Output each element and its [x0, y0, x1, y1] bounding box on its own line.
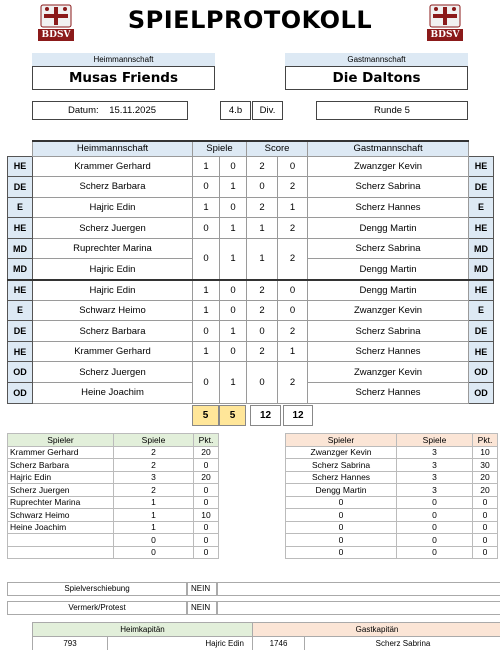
player-points: 0	[194, 534, 219, 547]
match-type-badge: HE	[469, 218, 494, 239]
guest-score[interactable]: 2	[278, 218, 308, 239]
match-type-badge: OD	[469, 362, 494, 383]
match-type-badge: HE	[469, 341, 494, 362]
guest-captain-name[interactable]: Scherz Sabrina	[305, 637, 500, 650]
player-name: Krammer Gerhard	[8, 446, 114, 459]
match-row	[8, 156, 494, 177]
guest-player[interactable]: Zwanzger Kevin	[308, 300, 469, 321]
stats-row	[286, 471, 498, 484]
player-games: 1	[114, 509, 194, 522]
guest-games[interactable]: 0	[220, 341, 247, 362]
home-score[interactable]: 2	[247, 341, 278, 362]
match-row	[8, 280, 494, 301]
guest-games[interactable]: 1	[220, 238, 247, 279]
division-field[interactable]: 4.b	[220, 101, 251, 120]
page-title: SPIELPROTOKOLL	[127, 6, 373, 34]
protest-note[interactable]	[217, 601, 500, 615]
match-type-badge: DE	[469, 177, 494, 198]
player-games: 3	[397, 484, 473, 497]
home-player[interactable]: Hajric Edin	[33, 197, 193, 218]
player-games: 1	[114, 521, 194, 534]
guest-games[interactable]: 1	[220, 218, 247, 239]
player-games: 0	[114, 546, 194, 559]
stats-row	[286, 459, 498, 472]
home-games[interactable]: 1	[193, 156, 220, 177]
player-games: 3	[114, 471, 194, 484]
player-points: 0	[473, 534, 498, 547]
home-player[interactable]: Schwarz Heimo	[33, 300, 193, 321]
player-games: 0	[397, 521, 473, 534]
player-points: 0	[473, 509, 498, 522]
home-captain-id[interactable]: 793	[33, 637, 108, 650]
guest-games[interactable]: 1	[220, 362, 247, 403]
guest-player[interactable]: Scherz Sabrina	[308, 238, 469, 259]
match-row	[8, 300, 494, 321]
player-games: 0	[397, 509, 473, 522]
stats-row	[8, 446, 219, 459]
match-table-header	[8, 141, 494, 156]
player-name: 0	[286, 546, 397, 559]
player-name: Scherz Barbara	[8, 459, 114, 472]
guest-score[interactable]: 0	[278, 156, 308, 177]
home-games[interactable]: 1	[193, 341, 220, 362]
guest-player[interactable]: Scherz Sabrina	[308, 177, 469, 198]
guest-player[interactable]: Scherz Sabrina	[308, 321, 469, 342]
home-games[interactable]: 0	[193, 321, 220, 342]
col-home-team: Heimmannschaft	[33, 141, 193, 156]
player-points: 0	[194, 521, 219, 534]
player-games: 0	[397, 546, 473, 559]
stats-row	[286, 496, 498, 509]
match-row	[8, 177, 494, 198]
stats-row	[286, 546, 498, 559]
match-type-badge: HE	[469, 280, 494, 301]
guest-player-stats	[285, 433, 498, 559]
col-games: Spiele	[397, 434, 473, 447]
guest-games[interactable]: 0	[220, 197, 247, 218]
player-name: Scherz Sabrina	[286, 459, 397, 472]
player-games: 1	[114, 496, 194, 509]
home-player[interactable]: Krammer Gerhard	[33, 156, 193, 177]
player-name: Scherz Hannes	[286, 471, 397, 484]
home-games[interactable]: 1	[193, 280, 220, 301]
stats-row	[286, 484, 498, 497]
match-type-badge: MD	[469, 238, 494, 259]
stats-row	[8, 521, 219, 534]
guest-team-name[interactable]: Die Daltons	[285, 66, 468, 90]
home-score[interactable]: 2	[247, 280, 278, 301]
stats-row	[286, 446, 498, 459]
match-type-badge: HE	[8, 280, 33, 301]
date-field[interactable]	[32, 101, 188, 120]
home-score[interactable]: 2	[247, 197, 278, 218]
home-player[interactable]: Krammer Gerhard	[33, 341, 193, 362]
guest-games[interactable]: 1	[220, 321, 247, 342]
home-score[interactable]: 1	[247, 238, 278, 279]
round-field[interactable]: Runde 5	[316, 101, 468, 120]
stats-row	[8, 496, 219, 509]
home-player-stats	[7, 433, 219, 559]
guest-player[interactable]: Scherz Hannes	[308, 197, 469, 218]
logo-text: BDSV	[430, 30, 460, 40]
division-label: Div.	[252, 101, 283, 120]
player-games: 3	[397, 471, 473, 484]
postponement-label: Spielverschiebung	[7, 582, 187, 596]
match-type-badge: HE	[8, 218, 33, 239]
guest-player[interactable]: Dengg Martin	[308, 280, 469, 301]
match-row	[8, 341, 494, 362]
player-points: 0	[473, 496, 498, 509]
col-player: Spieler	[286, 434, 397, 447]
player-points: 20	[194, 471, 219, 484]
player-games: 0	[397, 496, 473, 509]
stats-row	[286, 509, 498, 522]
col-games: Spiele	[114, 434, 194, 447]
home-player[interactable]: Scherz Juergen	[33, 218, 193, 239]
home-captain-name[interactable]: Hajric Edin	[108, 637, 253, 650]
guest-player[interactable]: Zwanzger Kevin	[308, 362, 469, 383]
date-value: 15.11.2025	[109, 105, 157, 116]
match-type-badge: OD	[469, 383, 494, 404]
player-points: 0	[194, 546, 219, 559]
col-games: Spiele	[193, 141, 247, 156]
guest-score[interactable]: 0	[278, 280, 308, 301]
match-type-badge: E	[8, 197, 33, 218]
match-type-badge: MD	[469, 259, 494, 280]
player-name: Heine Joachim	[8, 521, 114, 534]
player-name: Ruprechter Marina	[8, 496, 114, 509]
player-name: 0	[286, 521, 397, 534]
stats-row	[8, 471, 219, 484]
player-name: 0	[286, 509, 397, 522]
player-points: 20	[194, 446, 219, 459]
guest-score[interactable]: 2	[278, 321, 308, 342]
player-games: 0	[397, 534, 473, 547]
player-points: 20	[473, 471, 498, 484]
match-type-badge: DE	[8, 177, 33, 198]
player-name: Schwarz Heimo	[8, 509, 114, 522]
home-score[interactable]: 2	[247, 300, 278, 321]
player-points: 0	[194, 459, 219, 472]
total-guest-score: 12	[283, 405, 313, 426]
player-points: 0	[194, 496, 219, 509]
player-games: 0	[114, 534, 194, 547]
home-games[interactable]: 0	[193, 362, 220, 403]
guest-player[interactable]: Scherz Hannes	[308, 341, 469, 362]
logo-text: BDSV	[41, 30, 71, 40]
home-games[interactable]: 0	[193, 218, 220, 239]
player-games: 2	[114, 459, 194, 472]
home-team-name[interactable]: Musas Friends	[32, 66, 215, 90]
home-games[interactable]: 1	[193, 197, 220, 218]
date-label: Datum:	[68, 105, 99, 116]
col-points: Pkt.	[473, 434, 498, 447]
col-score: Score	[247, 141, 308, 156]
player-name: Dengg Martin	[286, 484, 397, 497]
guest-games[interactable]: 0	[220, 156, 247, 177]
player-points: 10	[194, 509, 219, 522]
guest-games[interactable]: 0	[220, 300, 247, 321]
player-name	[8, 546, 114, 559]
home-score[interactable]: 0	[247, 321, 278, 342]
home-games[interactable]: 0	[193, 177, 220, 198]
home-captain-label: Heimkapitän	[33, 623, 253, 637]
home-team-caption: Heimmannschaft	[32, 53, 215, 66]
player-name: Scherz Juergen	[8, 484, 114, 497]
match-type-badge: MD	[8, 259, 33, 280]
home-player[interactable]: Hajric Edin	[33, 280, 193, 301]
stats-header	[8, 434, 219, 447]
guest-player[interactable]: Zwanzger Kevin	[308, 156, 469, 177]
player-name: 0	[286, 496, 397, 509]
guest-player[interactable]: Scherz Hannes	[308, 383, 469, 404]
guest-player[interactable]: Dengg Martin	[308, 218, 469, 239]
player-points: 30	[473, 459, 498, 472]
stats-row	[8, 546, 219, 559]
home-player[interactable]: Hajric Edin	[33, 259, 193, 280]
stats-row	[8, 484, 219, 497]
guest-score[interactable]: 2	[278, 177, 308, 198]
home-score[interactable]: 0	[247, 177, 278, 198]
player-points: 10	[473, 446, 498, 459]
home-score[interactable]: 1	[247, 218, 278, 239]
home-player[interactable]: Scherz Juergen	[33, 362, 193, 383]
guest-score[interactable]: 1	[278, 197, 308, 218]
col-points: Pkt.	[194, 434, 219, 447]
postponement-note[interactable]	[217, 582, 500, 596]
player-games: 2	[114, 484, 194, 497]
stats-row	[8, 459, 219, 472]
guest-captain-id[interactable]: 1746	[253, 637, 305, 650]
match-type-badge: HE	[8, 156, 33, 177]
player-name: 0	[286, 534, 397, 547]
guest-team-caption: Gastmannschaft	[285, 53, 468, 66]
double-row	[8, 238, 494, 259]
player-points: 20	[473, 484, 498, 497]
guest-captain-label: Gastkapitän	[253, 623, 500, 637]
player-games: 2	[114, 446, 194, 459]
match-type-badge: DE	[469, 321, 494, 342]
total-guest-games: 5	[219, 405, 246, 426]
guest-score[interactable]: 2	[278, 362, 308, 403]
match-row	[8, 197, 494, 218]
match-row	[8, 321, 494, 342]
home-player[interactable]: Ruprechter Marina	[33, 238, 193, 259]
match-type-badge: E	[469, 300, 494, 321]
guest-score[interactable]: 1	[278, 341, 308, 362]
guest-games[interactable]: 1	[220, 177, 247, 198]
home-games[interactable]: 1	[193, 300, 220, 321]
home-games[interactable]: 0	[193, 238, 220, 279]
player-points: 0	[473, 521, 498, 534]
total-home-games: 5	[192, 405, 219, 426]
player-name: Zwanzger Kevin	[286, 446, 397, 459]
col-guest-team: Gastmannschaft	[308, 141, 469, 156]
player-points: 0	[194, 484, 219, 497]
double-row	[8, 362, 494, 383]
home-player[interactable]: Scherz Barbara	[33, 177, 193, 198]
col-player: Spieler	[8, 434, 114, 447]
guest-player[interactable]: Dengg Martin	[308, 259, 469, 280]
captains-table	[32, 622, 500, 650]
match-type-badge: OD	[8, 383, 33, 404]
home-score[interactable]: 2	[247, 156, 278, 177]
match-type-badge: HE	[8, 341, 33, 362]
postponement-value[interactable]: NEIN	[187, 582, 217, 596]
guest-score[interactable]: 2	[278, 238, 308, 279]
player-games: 3	[397, 446, 473, 459]
player-games: 3	[397, 459, 473, 472]
player-points: 0	[473, 546, 498, 559]
stats-row	[286, 521, 498, 534]
protest-label: Vermerk/Protest	[7, 601, 187, 615]
stats-row	[8, 534, 219, 547]
match-type-badge: E	[469, 197, 494, 218]
home-score[interactable]: 0	[247, 362, 278, 403]
guest-games[interactable]: 0	[220, 280, 247, 301]
match-type-badge: MD	[8, 238, 33, 259]
stats-row	[8, 509, 219, 522]
player-name	[8, 534, 114, 547]
match-type-badge: DE	[8, 321, 33, 342]
guest-score[interactable]: 0	[278, 300, 308, 321]
match-row	[8, 218, 494, 239]
match-table	[7, 140, 494, 404]
home-player[interactable]: Heine Joachim	[33, 383, 193, 404]
stats-row	[286, 534, 498, 547]
stats-header	[286, 434, 498, 447]
home-player[interactable]: Scherz Barbara	[33, 321, 193, 342]
protest-value[interactable]: NEIN	[187, 601, 217, 615]
match-type-badge: OD	[8, 362, 33, 383]
match-type-badge: E	[8, 300, 33, 321]
match-type-badge: HE	[469, 156, 494, 177]
total-home-score: 12	[250, 405, 281, 426]
player-name: Hajric Edin	[8, 471, 114, 484]
